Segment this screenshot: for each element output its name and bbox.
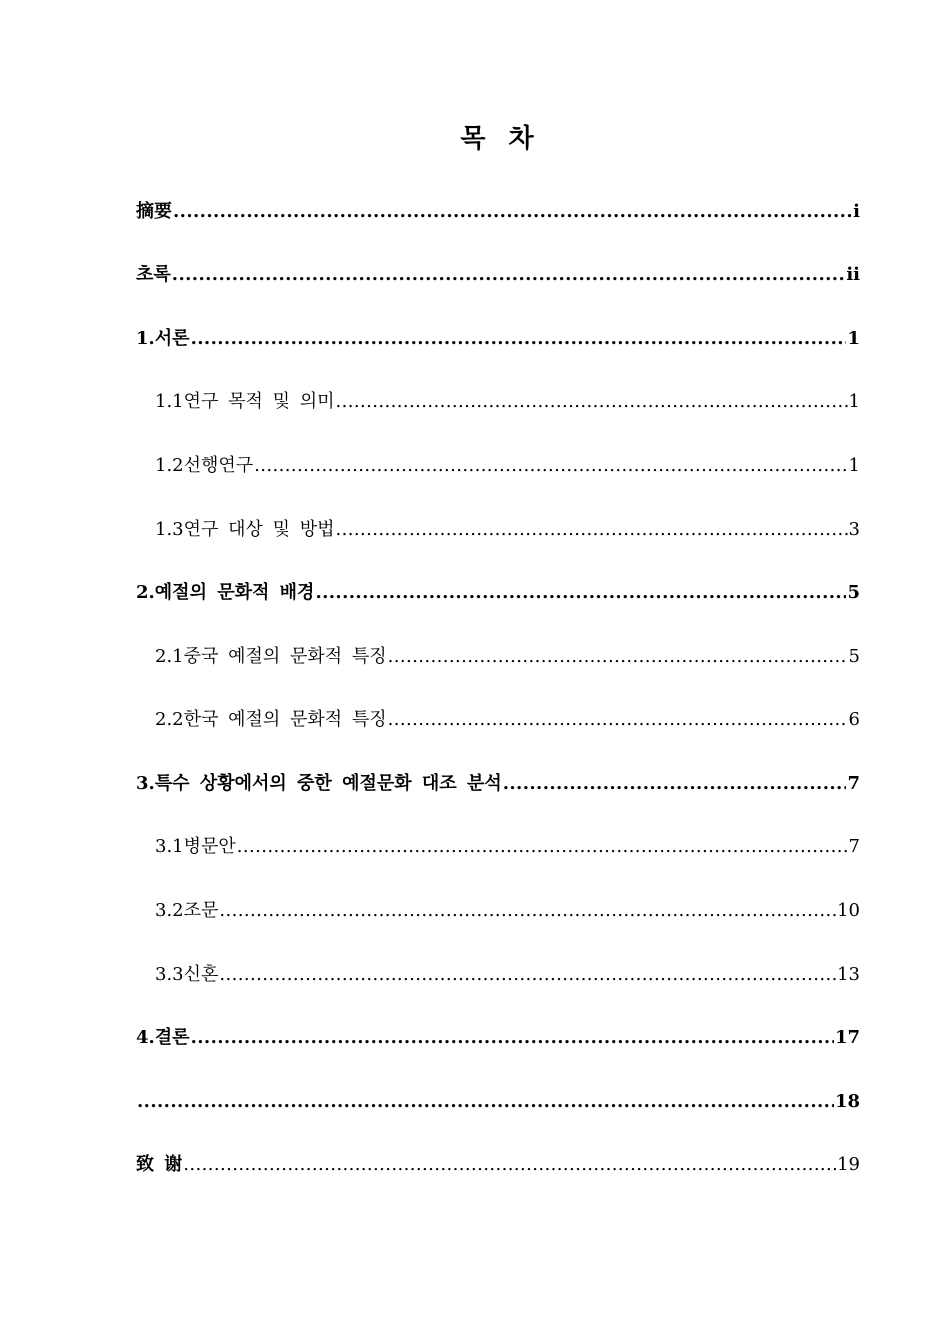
toc-entry-title: 摘要 bbox=[136, 201, 172, 222]
dot-leader bbox=[219, 960, 836, 990]
dot-leader bbox=[183, 1150, 836, 1180]
toc-entry-page: ii bbox=[846, 264, 860, 285]
toc-entry-title: 3.특수 상황에서의 중한 예절문화 대조 분석 bbox=[136, 773, 502, 794]
toc-entry-page: 5 bbox=[848, 646, 860, 667]
toc-entry-section-1-3[interactable] bbox=[155, 515, 860, 545]
toc-entry-page: 6 bbox=[848, 709, 860, 730]
toc-entry-title: 4.결론 bbox=[136, 1027, 190, 1048]
toc-entry-title: 2.2한국 예절의 문화적 특징 bbox=[155, 709, 387, 730]
toc-entry-title: 3.1병문안 bbox=[155, 836, 236, 857]
dot-leader bbox=[172, 260, 846, 290]
toc-entry-acknowledgements[interactable] bbox=[136, 1150, 860, 1180]
dot-leader bbox=[336, 387, 848, 417]
toc-entry-chapter-1[interactable] bbox=[136, 324, 860, 354]
toc-entry-chapter-2[interactable] bbox=[136, 578, 860, 608]
toc-entry-section-3-1[interactable] bbox=[155, 832, 860, 862]
dot-leader bbox=[173, 197, 852, 227]
toc-entry-title: 1.3연구 대상 및 방법 bbox=[155, 519, 335, 540]
toc-entry-title: 3.2조문 bbox=[155, 900, 219, 921]
dot-leader bbox=[191, 1023, 834, 1053]
toc-entry-page: 1 bbox=[848, 391, 860, 412]
dot-leader bbox=[315, 578, 846, 608]
dot-leader bbox=[219, 896, 836, 926]
toc-entry-untitled[interactable] bbox=[136, 1087, 860, 1117]
toc-entry-page: 18 bbox=[834, 1091, 860, 1112]
toc-entry-page: 10 bbox=[837, 900, 860, 921]
dot-leader bbox=[388, 642, 848, 672]
toc-entry-page: i bbox=[853, 201, 860, 222]
toc-entry-title: 3.3신혼 bbox=[155, 964, 219, 985]
toc-entry-page: 7 bbox=[848, 836, 860, 857]
toc-entry-section-3-2[interactable] bbox=[155, 896, 860, 926]
dot-leader bbox=[336, 515, 848, 545]
toc-entry-title: 2.1중국 예절의 문화적 특징 bbox=[155, 646, 387, 667]
dot-leader bbox=[137, 1087, 834, 1117]
toc-entry-page: 13 bbox=[837, 964, 860, 985]
toc-entry-title: 1.1연구 목적 및 의미 bbox=[155, 391, 335, 412]
toc-entry-chapter-3[interactable] bbox=[136, 769, 860, 799]
toc-entry-title: 1.2선행연구 bbox=[155, 455, 254, 476]
toc-entry-page: 17 bbox=[834, 1027, 860, 1048]
toc-entry-title: 초록 bbox=[136, 264, 171, 285]
toc-entry-section-3-3[interactable] bbox=[155, 960, 860, 990]
dot-leader bbox=[503, 769, 847, 799]
toc-entry-title: 致 谢 bbox=[136, 1154, 183, 1175]
toc-entry-section-2-2[interactable] bbox=[155, 705, 860, 735]
toc-entry-page: 5 bbox=[847, 582, 860, 603]
toc-entry-title: 2.예절의 문화적 배경 bbox=[136, 582, 315, 603]
dot-leader bbox=[191, 324, 847, 354]
dot-leader bbox=[237, 832, 848, 862]
toc-entry-section-2-1[interactable] bbox=[155, 642, 860, 672]
toc-entry-page: 7 bbox=[847, 773, 860, 794]
toc-entry-page: 1 bbox=[848, 455, 860, 476]
toc-entry-abstract-ko[interactable] bbox=[136, 260, 860, 290]
dot-leader bbox=[254, 451, 847, 481]
toc-entry-page: 19 bbox=[837, 1154, 860, 1175]
dot-leader bbox=[388, 705, 848, 735]
toc-entry-section-1-1[interactable] bbox=[155, 387, 860, 417]
page-title: 목 차 bbox=[460, 124, 538, 154]
toc-entry-title: 1.서론 bbox=[136, 328, 190, 349]
toc-entry-page: 3 bbox=[848, 519, 860, 540]
toc-entry-section-1-2[interactable] bbox=[155, 451, 860, 481]
toc-entry-abstract-zh[interactable] bbox=[136, 197, 860, 227]
toc-entry-page: 1 bbox=[847, 328, 860, 349]
toc-entry-chapter-4[interactable] bbox=[136, 1023, 860, 1053]
